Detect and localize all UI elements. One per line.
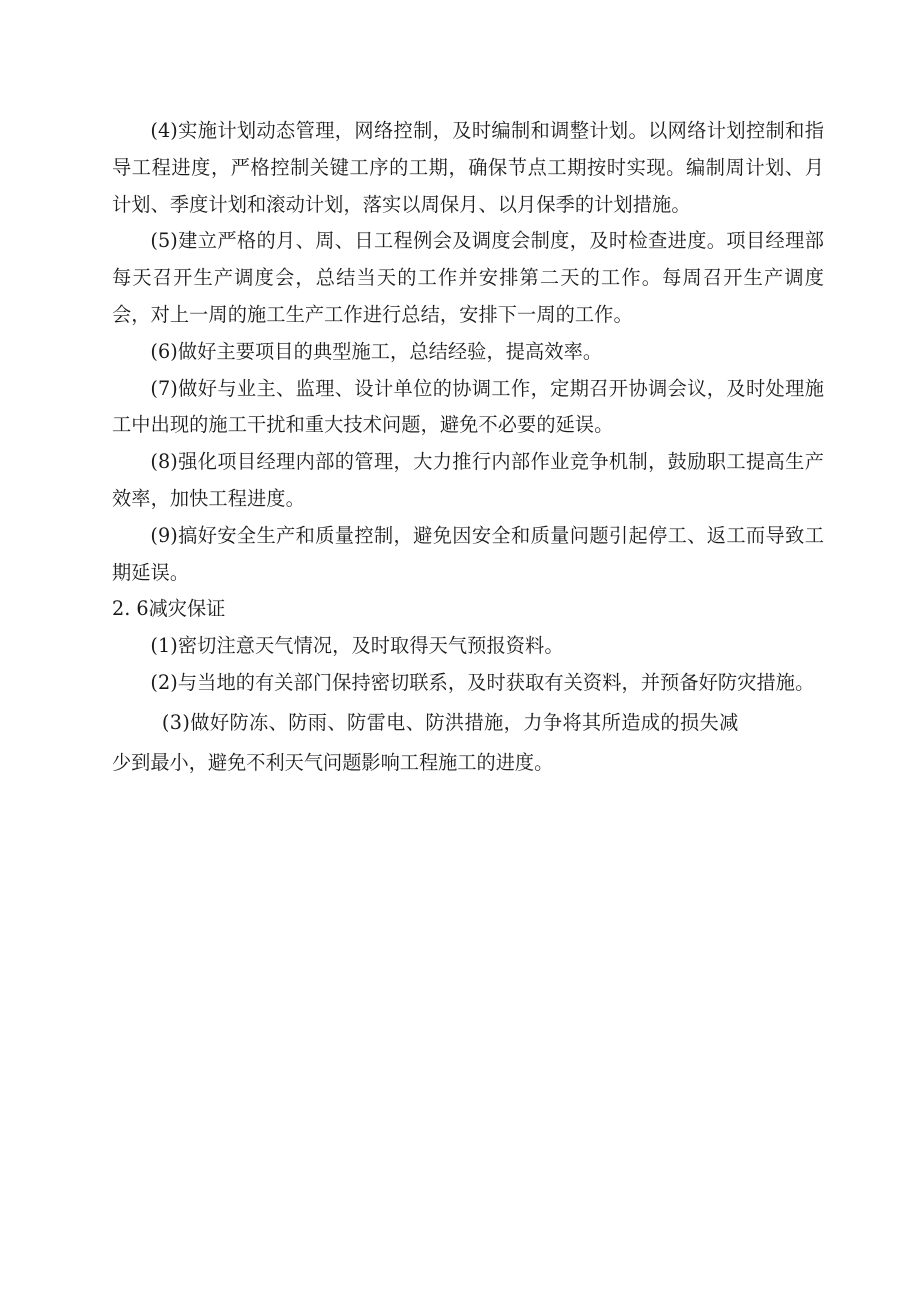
paragraph-item-6: (6)做好主要项目的典型施工，总结经验，提高效率。 — [150, 339, 603, 363]
paragraph-item-8: (8)强化项目经理内部的管理，大力推行内部作业竞争机制，鼓励职工提高生产效率，加快工程进度。 — [112, 450, 824, 510]
document-page — [112, 113, 824, 782]
paragraph-item-4: (4)实施计划动态管理，网络控制，及时编制和调整计划。以网络计划控制和指导工程进度，严格控制关键工序的工期，确保节点工期按时实现。编制周计划、月计划、季度计划和滚动计划，落实以周保月、以月保季的计划措施。 — [112, 119, 824, 216]
section-paragraph-3-line-1: (3)做好防冻、防雨、防雷电、防洪措施，力争将其所造成的损失减 — [161, 710, 739, 734]
paragraph-item-9: (9)搞好安全生产和质量控制，避免因安全和质量问题引起停工、返工而导致工期延误。 — [112, 523, 824, 584]
section-paragraph-3-line-2: 少到最小，避免不利天气问题影响工程施工的进度。 — [112, 750, 554, 774]
paragraph-item-5: (5)建立严格的月、周、日工程例会及调度会制度，及时检查进度。项目经理部每天召开生产调度会，总结当天的工作并安排第二天的工作。每周召开生产调度会，对上一周的施工生产工作进行总结，安排下一周的工作。 — [112, 229, 824, 326]
section-heading: 2. 6减灾保证 — [112, 597, 226, 621]
section-paragraph-1: (1)密切注意天气情况，及时取得天气预报资料。 — [150, 634, 564, 658]
paragraph-item-7: (7)做好与业主、监理、设计单位的协调工作，定期召开协调会议，及时处理施工中出现的施工干扰和重大技术问题，避免不必要的延误。 — [112, 376, 824, 437]
section-paragraph-2: (2)与当地的有关部门保持密切联系，及时获取有关资料，并预备好防灾措施。 — [150, 670, 815, 694]
